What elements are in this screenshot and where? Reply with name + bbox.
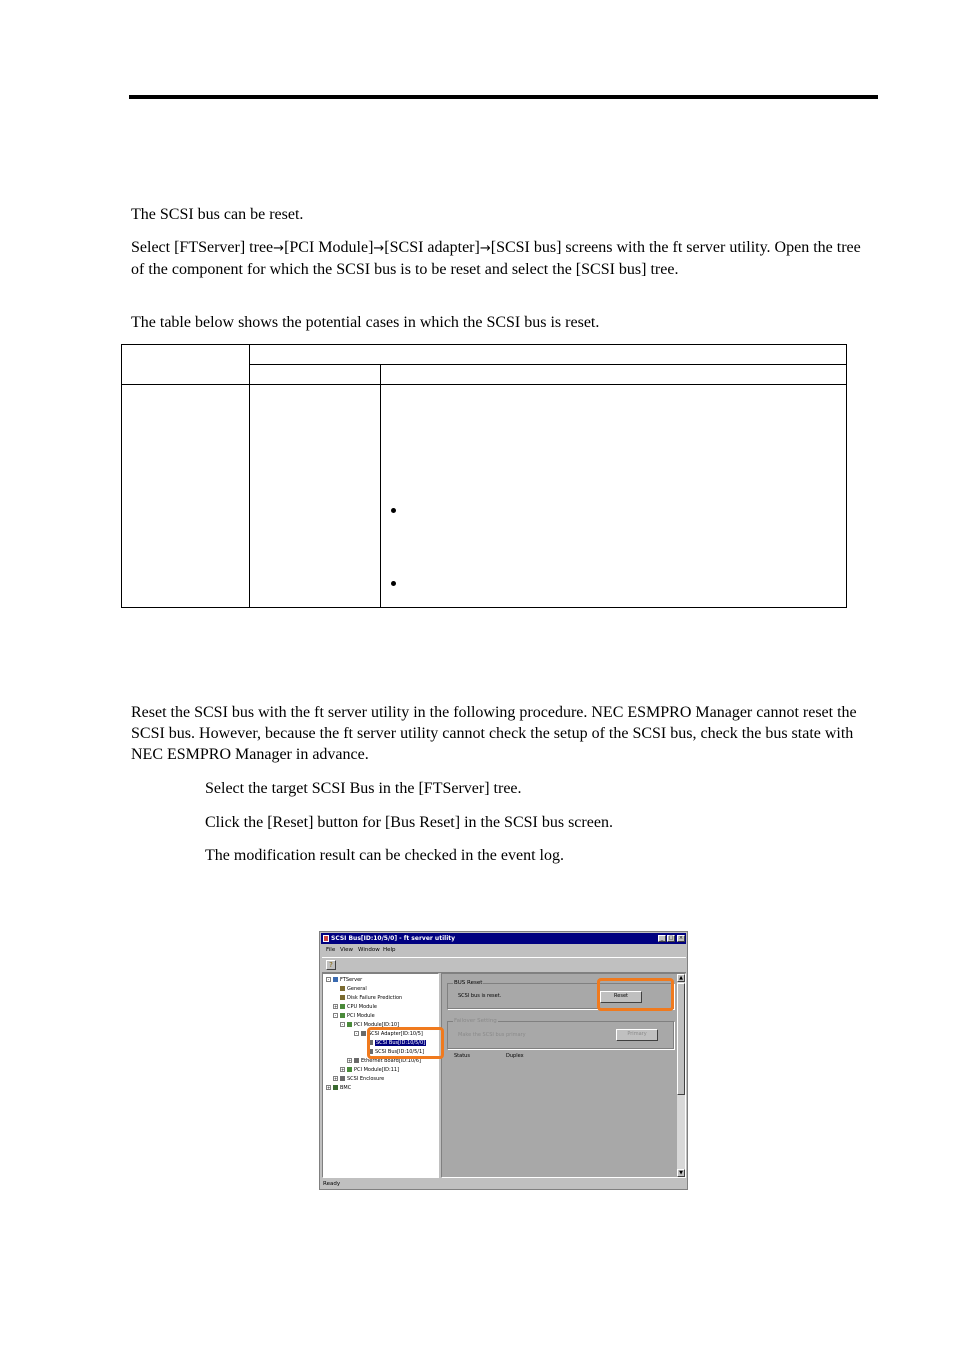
help-icon[interactable]: ?	[326, 960, 336, 970]
failover-description: Make the SCSI bus primary	[458, 1032, 526, 1038]
menu-bar	[322, 945, 686, 955]
bus-reset-group-title: BUS Reset	[454, 980, 483, 986]
tree-node-scsi-adapter[interactable]: - SCSI Adapter[ID:10/5]	[355, 1031, 423, 1037]
tree-node-scsi-bus-0[interactable]: SCSI Bus[ID:10/5/0]	[368, 1040, 426, 1046]
status-value: Duplex	[506, 1053, 524, 1059]
procedure-paragraph: Reset the SCSI bus with the ft server utility in the following procedure. NEC ESMPRO Manager cannot reset the SCSI bus. However, because the ft server utility cannot check the setup of the SCSI bus, check the bus state with NEC ESMPRO Manager in advance.	[131, 704, 857, 763]
arrow-icon: →	[479, 241, 491, 256]
tree-node-bmc[interactable]: + BMC	[327, 1085, 352, 1091]
table-intro-paragraph: The table below shows the potential cases in which the SCSI bus is reset.	[131, 314, 600, 331]
bullet-icon	[391, 581, 396, 586]
app-icon	[323, 935, 329, 942]
maximize-button[interactable]: □	[668, 935, 674, 941]
header-rule	[129, 95, 878, 99]
reset-cases-table	[121, 344, 847, 608]
step-3: The modification result can be checked in the event log.	[205, 847, 564, 864]
step-1: Select the target SCSI Bus in the [FTServer] tree.	[205, 780, 522, 797]
primary-button[interactable]: Primary	[616, 1029, 658, 1041]
menu-help[interactable]: Help	[383, 947, 396, 953]
tree-node-pci-module-11[interactable]: + PCI Module[ID:11]	[341, 1067, 400, 1073]
failover-group-title: Failover Setting	[454, 1018, 497, 1024]
scroll-thumb[interactable]	[677, 983, 685, 1095]
status-label: Status	[454, 1053, 470, 1059]
title-bar	[321, 933, 686, 944]
window-title: SCSI Bus[ID:10/5/0] - ft server utility	[331, 935, 456, 942]
failover-setting-group	[447, 1018, 674, 1049]
close-button[interactable]: ×	[678, 935, 684, 941]
intro-paragraph: The SCSI bus can be reset.	[131, 206, 304, 223]
tree-pane[interactable]	[322, 973, 439, 1178]
minimize-button[interactable]: _	[658, 935, 666, 942]
tree-node-ethernet-board[interactable]: + Ethernet Board[ID:10/6]	[348, 1058, 421, 1064]
tree-node-ftserver[interactable]: - FTServer	[327, 977, 363, 983]
reset-button-highlight	[597, 978, 674, 1011]
tree-node-pci-module-10[interactable]: - PCI Module[ID:10]	[341, 1022, 400, 1028]
toolbar	[322, 957, 686, 973]
vertical-scrollbar[interactable]	[677, 974, 685, 1177]
menu-file[interactable]: File	[326, 947, 336, 953]
tree-node-disk-failure-prediction[interactable]: Disk Failure Prediction	[340, 995, 402, 1001]
arrow-icon: →	[373, 241, 385, 256]
menu-window[interactable]: Window	[358, 947, 380, 953]
arrow-icon: →	[273, 241, 285, 256]
tree-node-scsi-bus-1[interactable]: SCSI Bus[ID:10/5/1]	[368, 1049, 424, 1055]
reset-button[interactable]: Reset	[600, 991, 642, 1003]
status-bar-text: Ready	[323, 1181, 341, 1187]
scroll-down-icon[interactable]: ▼	[677, 1169, 685, 1177]
ft-server-utility-window	[319, 931, 688, 1190]
menu-view[interactable]: View	[340, 947, 354, 953]
instruction-paragraph: Select [FTServer] tree→[PCI Module]→[SCSI adapter]→[SCSI bus] screens with the ft server utility. Open the tree of the component for which the SCSI bus is to be reset and select the [SCSI bus] tree.	[131, 239, 861, 278]
tree-node-general[interactable]: General	[340, 986, 367, 992]
bus-reset-description: SCSI bus is reset.	[458, 993, 502, 999]
scroll-up-icon[interactable]: ▲	[677, 974, 685, 982]
status-bar	[322, 1179, 686, 1189]
tree-node-cpu-module[interactable]: + CPU Module	[334, 1004, 377, 1010]
tree-node-pci-module[interactable]: - PCI Module	[334, 1013, 375, 1019]
step-2: Click the [Reset] button for [Bus Reset] in the SCSI bus screen.	[205, 814, 613, 831]
bullet-icon	[391, 508, 396, 513]
scsi-bus-node-highlight	[367, 1027, 444, 1059]
tree-node-scsi-enclosure[interactable]: + SCSI Enclosure	[334, 1076, 385, 1082]
